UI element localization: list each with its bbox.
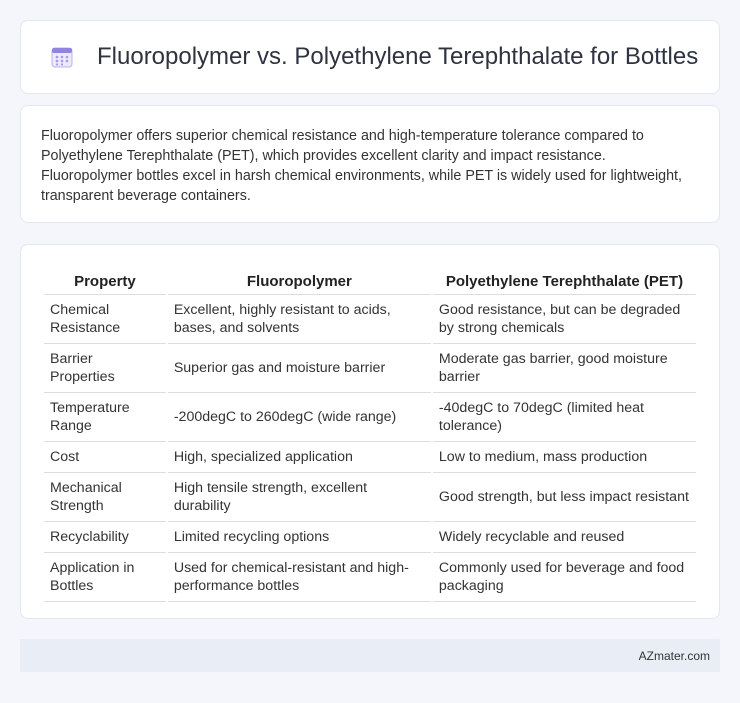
row-pet: Good resistance, but can be degraded by strong chemicals (433, 295, 696, 344)
row-fluoropolymer: -200degC to 260degC (wide range) (168, 393, 431, 442)
table-row (44, 442, 696, 473)
table-row (44, 522, 696, 553)
header-fluoropolymer: Fluoropolymer (168, 265, 431, 295)
row-fluoropolymer: High tensile strength, excellent durability (168, 473, 431, 522)
row-property: Chemical Resistance (44, 295, 166, 344)
row-pet: Moderate gas barrier, good moisture barrier (433, 344, 696, 393)
row-fluoropolymer: Limited recycling options (168, 522, 431, 553)
row-property: Temperature Range (44, 393, 166, 442)
row-pet: Widely recyclable and reused (433, 522, 696, 553)
calendar-icon (49, 44, 75, 70)
table-row (44, 473, 696, 522)
row-property: Application in Bottles (44, 553, 166, 602)
row-property: Recyclability (44, 522, 166, 553)
row-pet: Low to medium, mass production (433, 442, 696, 473)
summary-card (20, 105, 720, 223)
title-card (20, 20, 720, 94)
row-pet: Commonly used for beverage and food packaging (433, 553, 696, 602)
summary-text: Fluoropolymer offers superior chemical resistance and high-temperature tolerance compared to Polyethylene Terephthalate (PET), which provides excellent clarity and impact resistance. Fluoropolymer bottles excel in harsh chemical environments, while PET is widely used for lightweight, transparent beverage containers. (41, 128, 683, 204)
page-title: Fluoropolymer vs. Polyethylene Terephthalate for Bottles (97, 43, 699, 70)
row-fluoropolymer: Used for chemical-resistant and high-performance bottles (168, 553, 431, 602)
row-pet: -40degC to 70degC (limited heat tolerance) (433, 393, 696, 442)
row-fluoropolymer: High, specialized application (168, 442, 431, 473)
footer (20, 639, 720, 672)
header-pet: Polyethylene Terephthalate (PET) (433, 265, 696, 295)
table-row (44, 344, 696, 393)
row-property: Cost (44, 442, 166, 473)
row-property: Barrier Properties (44, 344, 166, 393)
row-property: Mechanical Strength (44, 473, 166, 522)
header-property: Property (44, 265, 166, 295)
comparison-table (42, 265, 698, 602)
row-fluoropolymer: Excellent, highly resistant to acids, bases, and solvents (168, 295, 431, 344)
row-pet: Good strength, but less impact resistant (433, 473, 696, 522)
table-header-row (44, 265, 696, 295)
table-row (44, 295, 696, 344)
table-row (44, 553, 696, 602)
table-row (44, 393, 696, 442)
footer-source: AZmater.com (638, 648, 710, 663)
row-fluoropolymer: Superior gas and moisture barrier (168, 344, 431, 393)
comparison-card (20, 244, 720, 619)
